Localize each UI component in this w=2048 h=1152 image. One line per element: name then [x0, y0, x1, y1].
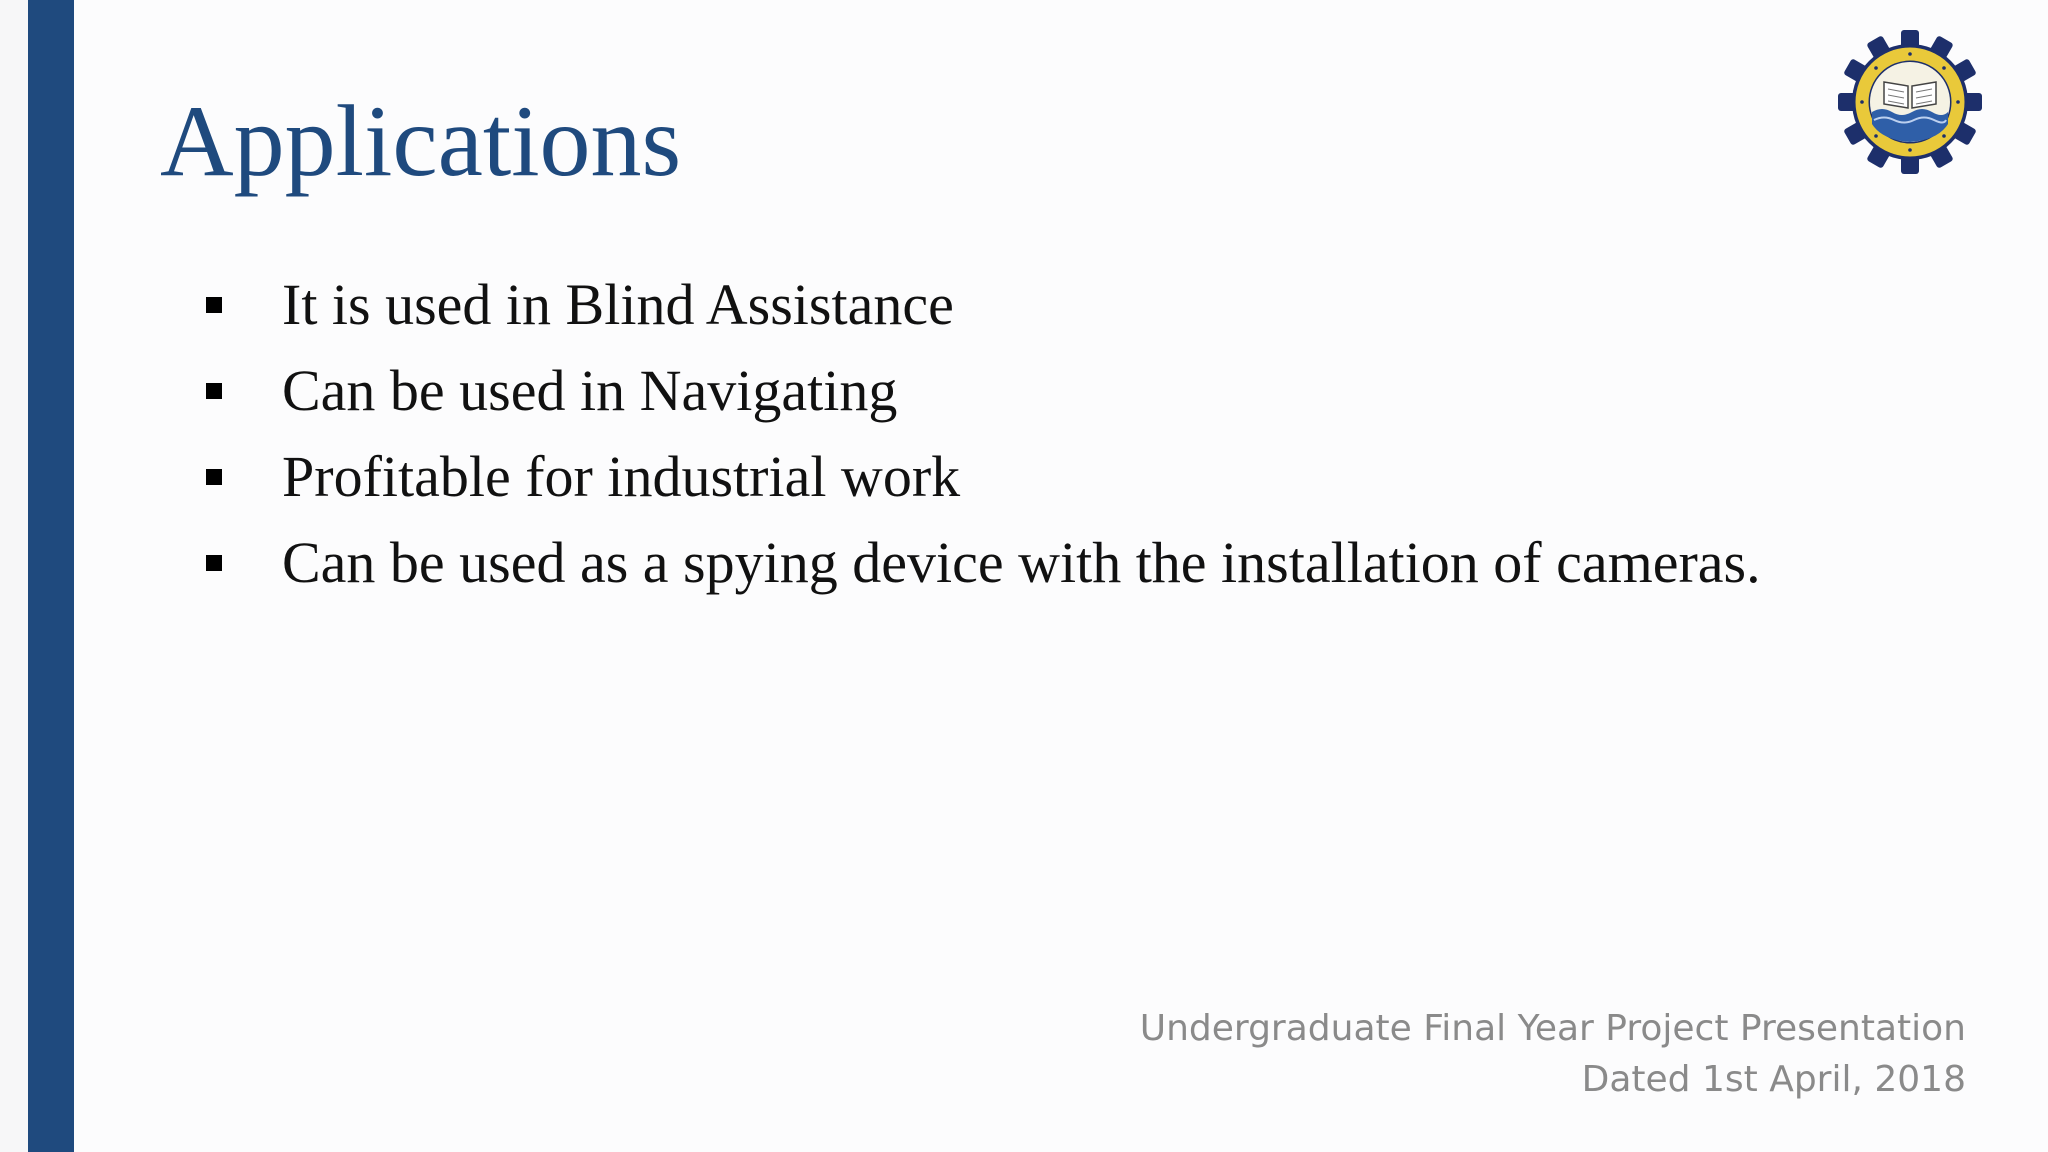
bullet-list	[206, 262, 1761, 606]
slide-footer	[1140, 1003, 1966, 1105]
footer-line-project: Undergraduate Final Year Project Presentation	[1139, 1008, 1966, 1049]
footer-line-date: Dated 1st April, 2018	[1581, 1059, 1966, 1100]
list-item	[206, 434, 1761, 520]
list-item	[206, 520, 1761, 606]
square-bullet-icon	[206, 383, 222, 399]
square-bullet-icon	[206, 555, 222, 571]
left-margin	[0, 0, 28, 1152]
slide-title: Applications	[160, 85, 682, 198]
square-bullet-icon	[206, 297, 222, 313]
square-bullet-icon	[206, 469, 222, 485]
list-item	[206, 262, 1761, 348]
bullet-text: It is used in Blind Assistance	[282, 272, 954, 337]
bullet-text: Can be used as a spying device with the installation of cameras.	[282, 530, 1761, 595]
university-seal-logo	[1836, 28, 1984, 176]
bullet-text: Can be used in Navigating	[282, 358, 898, 423]
accent-side-bar	[28, 0, 74, 1152]
list-item	[206, 348, 1761, 434]
bullet-text: Profitable for industrial work	[282, 444, 961, 509]
